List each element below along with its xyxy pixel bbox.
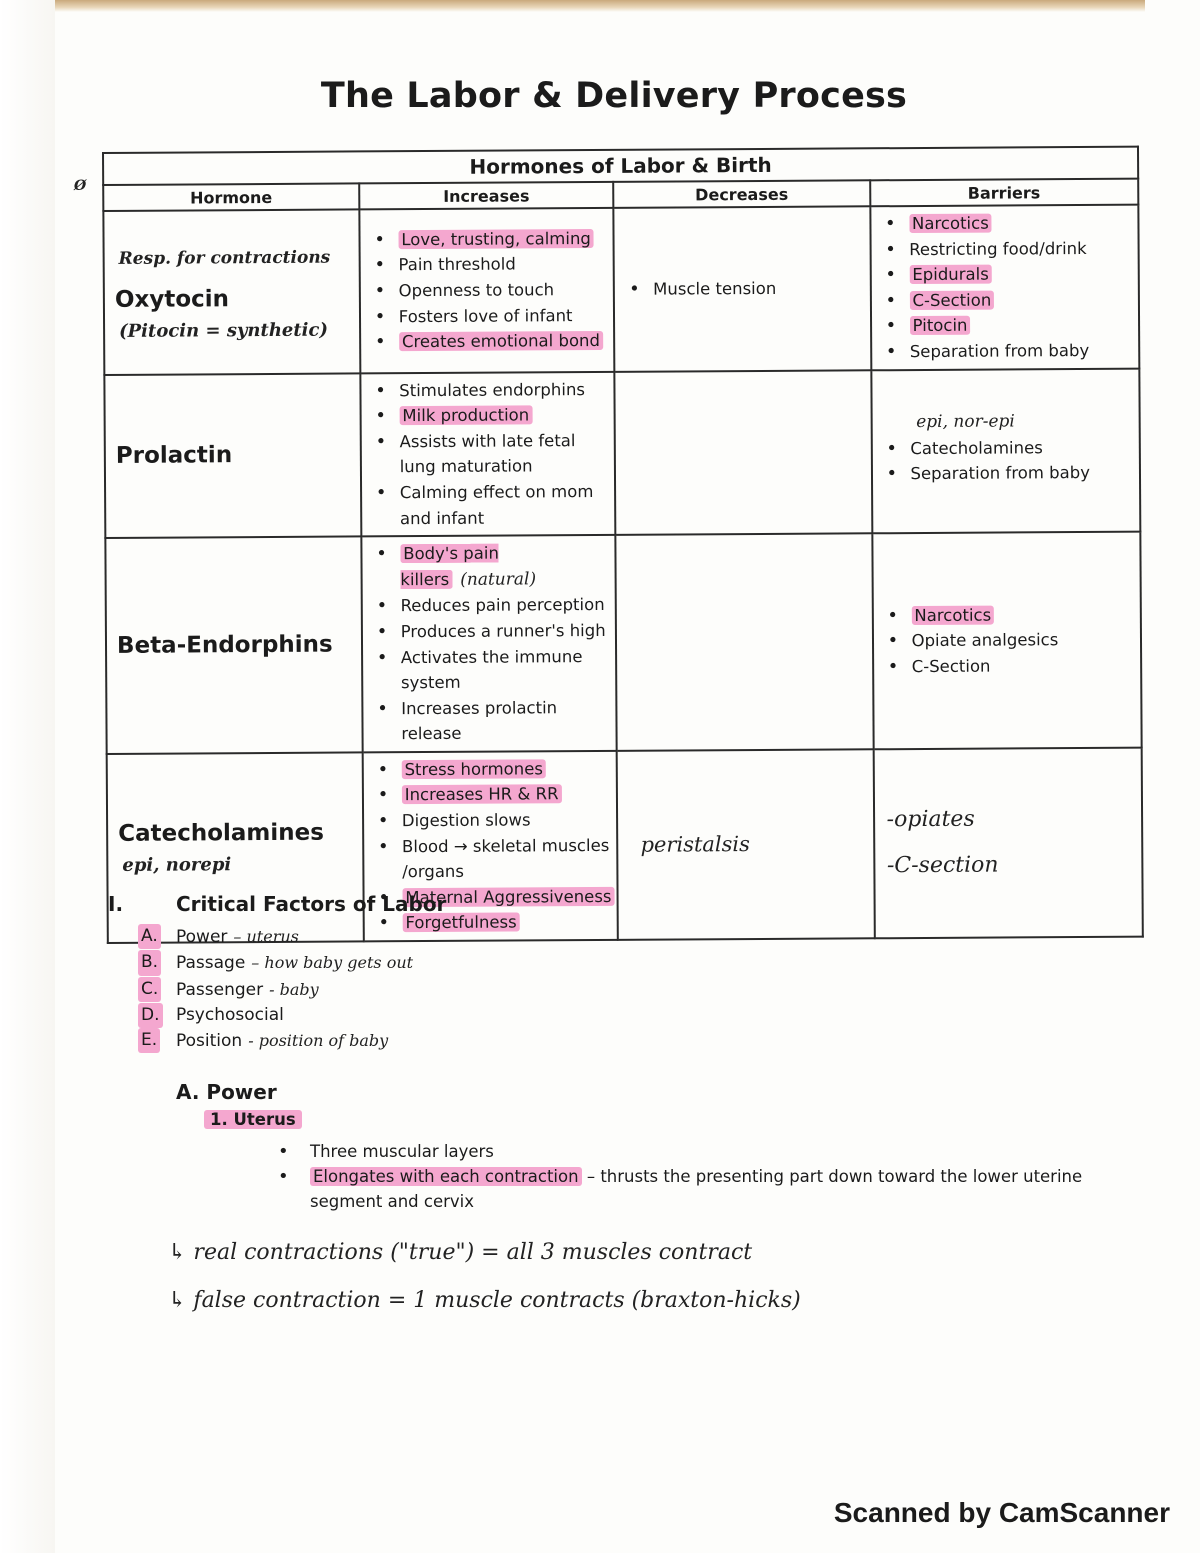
factor-letter: E.	[138, 1028, 160, 1053]
handwritten-note: Resp. for contractions	[118, 247, 331, 270]
scanner-watermark: Scanned by CamScanner	[833, 1497, 1170, 1528]
list-item	[881, 235, 1138, 262]
factor-item	[140, 950, 413, 976]
hormone-name: Prolactin	[115, 442, 233, 470]
hormone-name: Oxytocin	[114, 286, 230, 314]
list-item	[882, 434, 1139, 461]
increases-list	[362, 536, 616, 751]
margin-mark: Ø	[74, 178, 87, 194]
handwritten-note: – uterus	[233, 927, 299, 946]
item-text: Stimulates endorphins	[399, 379, 586, 400]
item-text: Creates emotional bond	[399, 331, 603, 351]
list-item	[883, 627, 1140, 654]
handwritten-note: ↳ false contraction = 1 muscle contracts (braxton-hicks)	[168, 1288, 801, 1313]
handwritten-note: (natural)	[460, 569, 537, 590]
item-text: Activates the immune system	[400, 646, 583, 693]
handwritten-note: epi, nor-epi	[916, 411, 1015, 432]
item-text: Forgetfulness	[402, 913, 519, 933]
decreases-cell	[614, 206, 871, 371]
handwritten-note: epi, norepi	[122, 854, 232, 876]
factors-list	[140, 924, 413, 1054]
hormone-cell	[104, 373, 361, 538]
uterus-bullets	[278, 1139, 1118, 1214]
decreases-cell	[617, 749, 874, 940]
increases-list	[361, 372, 614, 535]
list-item	[373, 756, 616, 783]
list-item	[884, 652, 1141, 679]
item-text: Increases prolactin release	[401, 697, 558, 744]
bullet-item	[278, 1139, 1118, 1164]
factor-item	[140, 1003, 413, 1028]
column-header-decreases: Decreases	[613, 180, 869, 208]
factor-letter: D.	[138, 1003, 163, 1028]
factor-item	[140, 924, 413, 950]
increases-cell	[360, 371, 616, 536]
decreases-cell	[616, 533, 874, 750]
item-text: Body's pain killers	[400, 543, 499, 589]
item-text: Blood → skeletal muscles /organs	[401, 835, 610, 882]
hormone-name: Beta-Endorphins	[116, 631, 333, 659]
handwritten-note: – how baby gets out	[251, 953, 414, 973]
decreases-cell	[615, 370, 872, 535]
item-text: Milk production	[399, 406, 532, 426]
handwritten-note: (Pitocin = synthetic)	[119, 319, 329, 343]
decreases-list	[615, 271, 869, 306]
list-item	[371, 402, 614, 429]
page-edge-shadow	[0, 0, 55, 1553]
hormone-cell	[105, 537, 362, 754]
item-text: Catecholamines	[910, 438, 1043, 458]
list-item	[373, 695, 616, 748]
item-text: Calming effect on mom and infant	[399, 481, 594, 528]
uterus-label: 1. Uterus	[204, 1110, 302, 1129]
item-text: Reduces pain perception	[400, 595, 605, 616]
item-text: Openness to touch	[398, 280, 555, 301]
list-item	[371, 302, 614, 329]
item-text: Narcotics	[911, 605, 994, 625]
list-item	[374, 833, 617, 886]
table-row	[104, 368, 1140, 538]
item-text: Pitocin	[910, 316, 971, 335]
table-row	[103, 205, 1139, 375]
factor-item	[140, 977, 413, 1003]
factor-letter: C.	[138, 977, 161, 1002]
item-text: Opiate analgesics	[911, 630, 1059, 651]
item-text: Separation from baby	[910, 463, 1091, 484]
item-text: Produces a runner's high	[400, 620, 606, 642]
factor-letter: A.	[138, 924, 161, 949]
bullet-item	[278, 1164, 1118, 1214]
handwritten-note: peristalsis	[640, 832, 750, 858]
barriers-cell	[870, 205, 1139, 370]
item-text: Love, trusting, calming	[398, 229, 594, 249]
table-caption: Hormones of Labor & Birth	[103, 147, 1138, 185]
hormones-table	[102, 146, 1144, 944]
list-item	[371, 376, 614, 403]
barriers-list	[871, 206, 1138, 369]
item-text: Epidurals	[909, 265, 992, 285]
section-title: Critical Factors of Labor	[176, 892, 447, 916]
item-text: Separation from baby	[909, 340, 1090, 362]
list-item	[883, 601, 1140, 628]
item-text: Maternal Aggressiveness	[402, 887, 614, 907]
barriers-list	[873, 597, 1140, 683]
barriers-cell	[873, 748, 1143, 939]
uterus-heading	[204, 1110, 302, 1129]
list-item	[882, 312, 1139, 339]
list-item	[372, 540, 615, 594]
list-item	[374, 807, 617, 834]
item-text: Assists with late fetal lung maturation	[399, 430, 576, 477]
factor-item	[140, 1028, 413, 1054]
barriers-cell	[871, 368, 1140, 533]
handwritten-note: - baby	[269, 979, 319, 999]
list-item	[881, 286, 1138, 313]
list-item	[373, 643, 616, 696]
factor-label: Position	[176, 1031, 243, 1052]
handwritten-note: - position of baby	[248, 1031, 389, 1051]
item-text: Restricting food/drink	[909, 238, 1087, 259]
handwritten-note: -opiates -C-section	[886, 807, 999, 879]
factor-label: Psychosocial	[176, 1004, 284, 1025]
item-text: C-Section	[911, 656, 991, 676]
list-item	[371, 277, 614, 304]
handwritten-note: ↳ real contractions ("true") = all 3 muscles contract	[168, 1240, 753, 1265]
factor-letter: B.	[138, 950, 161, 975]
increases-list	[360, 222, 613, 360]
column-header-hormone: Hormone	[103, 183, 359, 211]
list-item	[371, 328, 614, 355]
barriers-list	[872, 430, 1139, 491]
list-item	[881, 261, 1138, 288]
item-text: Muscle tension	[653, 278, 777, 299]
barriers-cell	[872, 532, 1142, 749]
increases-cell	[359, 208, 615, 373]
list-item	[370, 251, 613, 278]
item-text: Pain threshold	[398, 254, 516, 275]
factor-label: Passenger	[176, 979, 264, 1000]
item-text: Stress hormones	[401, 759, 545, 779]
hormone-name: Catecholamines	[118, 819, 324, 847]
item-text: Fosters love of infant	[398, 305, 573, 326]
list-item	[373, 618, 616, 645]
list-item	[372, 479, 615, 532]
list-item	[882, 338, 1139, 365]
item-text: Increases HR & RR	[402, 785, 562, 805]
hormone-cell	[103, 209, 360, 374]
item-text: C-Section	[909, 290, 994, 310]
column-header-increases: Increases	[359, 182, 614, 210]
list-item	[372, 592, 615, 619]
factor-label: Passage	[176, 953, 246, 974]
list-item	[882, 460, 1139, 487]
factor-label: Power	[176, 927, 228, 947]
item-text: Digestion slows	[401, 810, 531, 831]
bullet-text: Three muscular layers	[310, 1142, 494, 1161]
highlighted-text: Elongates with each contraction	[310, 1167, 582, 1186]
column-header-barriers: Barriers	[870, 179, 1139, 207]
scan-top-edge	[55, 0, 1145, 12]
increases-cell	[361, 535, 617, 752]
page-title: The Labor & Delivery Process	[320, 76, 908, 116]
list-item	[881, 210, 1138, 237]
bullet-text: – thrusts the presenting part down toward the lower uterine segment and cervix	[310, 1167, 1083, 1211]
table-row	[105, 532, 1141, 754]
list-item	[371, 428, 614, 481]
list-item	[625, 275, 869, 302]
list-item	[374, 781, 617, 808]
list-item	[370, 226, 613, 253]
subsection-heading: A. Power	[176, 1080, 277, 1104]
section-number: I.	[108, 892, 124, 916]
item-text: Narcotics	[909, 214, 992, 234]
